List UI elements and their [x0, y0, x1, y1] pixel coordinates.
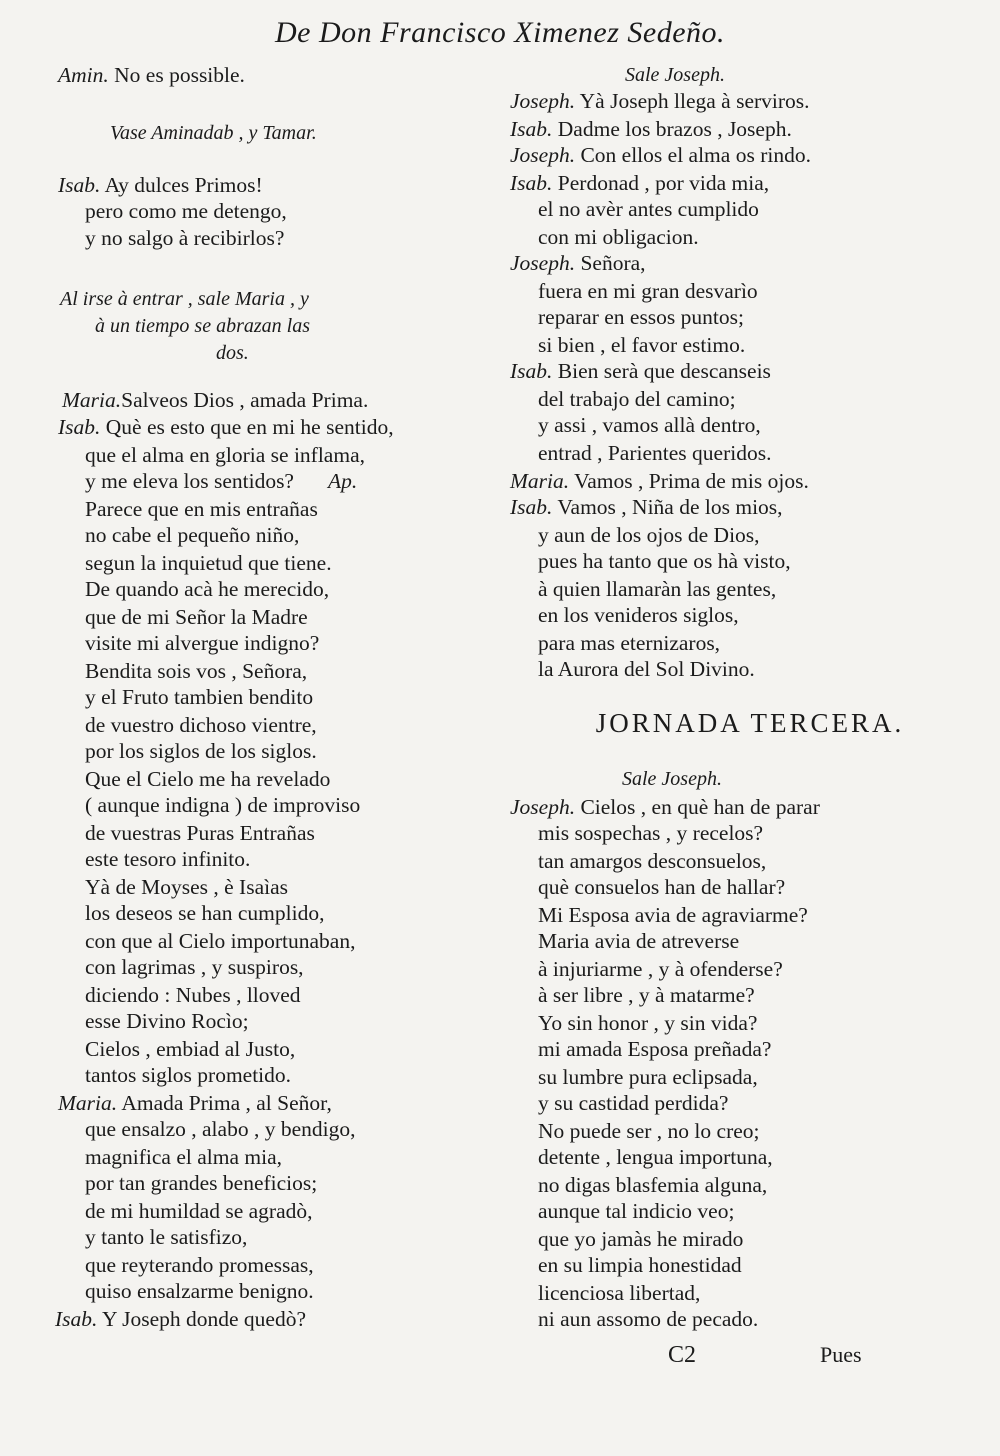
speaker-name: Maria. [510, 469, 570, 493]
verse-line [538, 1252, 742, 1278]
verse-text: magnifica el alma mia, [85, 1145, 282, 1169]
verse-text: por tan grandes beneficios; [85, 1171, 318, 1195]
verse-line [538, 412, 761, 438]
verse-text: No puede ser , no lo creo; [538, 1119, 760, 1143]
verse-line [538, 1118, 760, 1144]
verse-text: Bendita sois vos , Señora, [85, 659, 308, 683]
verse-line [538, 1036, 771, 1062]
verse-text: esse Divino Rocìo; [85, 1009, 249, 1033]
verse-line [510, 494, 783, 520]
verse-text: con mi obligacion. [538, 225, 699, 249]
verse-text: Yà Joseph llega à serviros. [575, 89, 810, 113]
verse-line [85, 982, 301, 1008]
verse-line [538, 1280, 700, 1306]
verse-line [538, 196, 759, 222]
verse-line [510, 116, 792, 142]
verse-line [538, 304, 744, 330]
verse-text: Vamos , Prima de mis ojos. [569, 469, 809, 493]
verse-line [85, 1252, 314, 1278]
verse-line [510, 358, 771, 384]
verse-text: Y Joseph donde quedò? [97, 1307, 306, 1331]
verse-line [538, 956, 783, 982]
verse-text: y assi , vamos allà dentro, [538, 413, 761, 437]
verse-line [85, 658, 307, 684]
speaker-name: Joseph. [510, 251, 576, 275]
verse-line [538, 1090, 728, 1116]
speaker-name: Amin. [58, 63, 109, 87]
verse-line [85, 820, 315, 846]
verse-line [85, 712, 317, 738]
verse-line [85, 766, 330, 792]
speaker-name: Joseph. [510, 89, 576, 113]
speaker-name: Isab. [55, 1307, 98, 1331]
verse-text: Yo sin honor , y sin vida? [538, 1011, 758, 1035]
verse-text: No es possible. [108, 63, 245, 87]
speaker-name: Isab. [510, 495, 553, 519]
verse-line [85, 198, 287, 224]
verse-line [510, 794, 820, 820]
verse-text: y el Fruto tambien bendito [85, 685, 314, 709]
verse-line [538, 1172, 767, 1198]
speaker-name: Maria. [58, 1091, 118, 1115]
verse-text: Perdonad , por vida mia, [552, 171, 770, 195]
verse-line [538, 386, 736, 412]
verse-text: en los venideros siglos, [538, 603, 739, 627]
verse-text: que de mi Señor la Madre [85, 605, 308, 629]
speaker-name: Isab. [510, 359, 553, 383]
verse-text: de mi humildad se agradò, [85, 1199, 313, 1223]
verse-text: pero como me detengo, [85, 199, 287, 223]
verse-text: de vuestro dichoso vientre, [85, 713, 317, 737]
stage-direction: Al irse à entrar , sale Maria , y [60, 288, 309, 310]
verse-line [85, 738, 317, 764]
verse-text: Yà de Moyses , è Isaìas [85, 875, 289, 899]
verse-text: Salveos Dios , amada Prima. [121, 388, 369, 412]
speaker-name: Maria. [62, 388, 122, 412]
verse-line [85, 604, 308, 630]
verse-text: que yo jamàs he mirado [538, 1227, 744, 1251]
verse-line [538, 332, 745, 358]
verse-line [85, 1062, 291, 1088]
verse-text: à ser libre , y à matarme? [538, 983, 755, 1007]
aside-marker: Ap. [327, 469, 358, 493]
verse-line [85, 1036, 295, 1062]
verse-text: Ay dulces Primos! [100, 173, 263, 197]
verse-text: què consuelos han de hallar? [538, 875, 786, 899]
verse-line [85, 1008, 249, 1034]
stage-direction: Vase Aminadab , y Tamar. [110, 122, 317, 144]
verse-text: Què es esto que en mi he sentido, [100, 415, 394, 439]
verse-text: fuera en mi gran desvarìo [538, 279, 758, 303]
verse-text: la Aurora del Sol Divino. [538, 657, 755, 681]
verse-text: detente , lengua importuna, [538, 1145, 773, 1169]
verse-text: Amada Prima , al Señor, [117, 1091, 332, 1115]
verse-text: De quando acà he merecido, [85, 577, 330, 601]
verse-line [510, 88, 810, 114]
verse-text: diciendo : Nubes , lloved [85, 983, 301, 1007]
verse-line [538, 1010, 757, 1036]
verse-line [85, 496, 318, 522]
verse-text: que reyterando promessas, [85, 1253, 314, 1277]
verse-line [85, 1198, 312, 1224]
verse-text: y aun de los ojos de Dios, [538, 523, 760, 547]
verse-line [538, 522, 760, 548]
verse-line [538, 848, 766, 874]
stage-direction: à un tiempo se abrazan las [95, 315, 310, 337]
verse-text: el no avèr antes cumplido [538, 197, 759, 221]
stage-direction: Sale Joseph. [625, 64, 725, 86]
verse-text: Vamos , Niña de los mios, [552, 495, 783, 519]
verse-line [85, 846, 250, 872]
verse-text: Mi Esposa avia de agraviarme? [538, 903, 808, 927]
verse-line [58, 172, 263, 198]
verse-text: Que el Cielo me ha revelado [85, 767, 331, 791]
verse-line [510, 142, 811, 168]
verse-line [85, 1170, 317, 1196]
verse-text: mi amada Esposa preñada? [538, 1037, 772, 1061]
verse-line [85, 900, 324, 926]
verse-line [85, 225, 284, 251]
verse-text: con lagrimas , y suspiros, [85, 955, 304, 979]
verse-text: para mas eternizaros, [538, 631, 721, 655]
verse-text: en su limpia honestidad [538, 1253, 742, 1277]
catchword: Pues [820, 1342, 862, 1367]
verse-text: de vuestras Puras Entrañas [85, 821, 315, 845]
verse-line [58, 62, 245, 88]
verse-line [55, 1306, 306, 1332]
verse-line [538, 548, 791, 574]
act-heading: JORNADA TERCERA. [595, 708, 905, 738]
verse-line [538, 656, 755, 682]
verse-text: Maria avia de atreverse [538, 929, 740, 953]
verse-text: à quien llamaràn las gentes, [538, 577, 777, 601]
verse-text: tantos siglos prometido. [85, 1063, 292, 1087]
verse-line [62, 387, 368, 413]
verse-line [85, 684, 313, 710]
verse-text: entrad , Parientes queridos. [538, 441, 772, 465]
verse-line [85, 468, 357, 494]
verse-text: que ensalzo , alabo , y bendigo, [85, 1117, 356, 1141]
verse-text: aunque tal indicio veo; [538, 1199, 735, 1223]
verse-text: Señora, [575, 251, 646, 275]
verse-text: ni aun assomo de pecado. [538, 1307, 759, 1331]
verse-line [85, 630, 319, 656]
verse-text: no digas blasfemia alguna, [538, 1173, 768, 1197]
signature-mark: C2 [668, 1342, 697, 1368]
verse-text: mis sospechas , y recelos? [538, 821, 764, 845]
speaker-name: Isab. [510, 117, 553, 141]
verse-line [85, 522, 299, 548]
verse-text: quiso ensalzarme benigno. [85, 1279, 314, 1303]
verse-text: licenciosa libertad, [538, 1281, 701, 1305]
verse-line [58, 1090, 332, 1116]
verse-line [85, 1224, 247, 1250]
verse-text: del trabajo del camino; [538, 387, 736, 411]
verse-text: segun la inquietud que tiene. [85, 551, 332, 575]
verse-text: por los siglos de los siglos. [85, 739, 317, 763]
verse-line [85, 928, 355, 954]
speaker-name: Isab. [58, 173, 101, 197]
verse-text: Con ellos el alma os rindo. [575, 143, 811, 167]
verse-line [538, 440, 771, 466]
verse-text: tan amargos desconsuelos, [538, 849, 767, 873]
speaker-name: Isab. [510, 171, 553, 195]
verse-line [85, 1278, 314, 1304]
verse-text: y me eleva los sentidos? [85, 469, 294, 493]
verse-line [85, 954, 304, 980]
verse-line [85, 550, 332, 576]
verse-line [538, 874, 785, 900]
verse-line [58, 414, 394, 440]
verse-line [538, 1198, 734, 1224]
verse-line [538, 630, 720, 656]
verse-line [538, 1306, 758, 1332]
verse-text: este tesoro infinito. [85, 847, 251, 871]
verse-text: Dadme los brazos , Joseph. [552, 117, 792, 141]
verse-text: si bien , el favor estimo. [538, 333, 746, 357]
verse-text: à injuriarme , y à ofenderse? [538, 957, 783, 981]
verse-line [85, 576, 329, 602]
verse-line [85, 1116, 355, 1142]
verse-text: no cabe el pequeño niño, [85, 523, 300, 547]
verse-text: Cielos , en què han de parar [575, 795, 820, 819]
verse-line [85, 874, 288, 900]
verse-line [538, 1144, 773, 1170]
speaker-name: Joseph. [510, 795, 576, 819]
verse-line [538, 1226, 743, 1252]
verse-line [538, 576, 776, 602]
verse-text: visite mi alvergue indigno? [85, 631, 320, 655]
verse-line [510, 250, 646, 276]
verse-text: reparar en essos puntos; [538, 305, 744, 329]
speaker-name: Joseph. [510, 143, 576, 167]
verse-line [538, 982, 755, 1008]
verse-text: ( aunque indigna ) de improviso [85, 793, 361, 817]
running-title: De Don Francisco Ximenez Sedeño. [274, 16, 726, 49]
verse-line [538, 224, 699, 250]
verse-text: y tanto le satisfizo, [85, 1225, 248, 1249]
verse-line [538, 1064, 758, 1090]
verse-text: su lumbre pura eclipsada, [538, 1065, 758, 1089]
verse-line [85, 792, 360, 818]
verse-text: y su castidad perdida? [538, 1091, 729, 1115]
verse-line [538, 902, 808, 928]
verse-text: los deseos se han cumplido, [85, 901, 325, 925]
verse-line [510, 468, 809, 494]
verse-text: con que al Cielo importunaban, [85, 929, 356, 953]
verse-line [85, 442, 365, 468]
verse-line [538, 278, 758, 304]
verse-text: Parece que en mis entrañas [85, 497, 318, 521]
stage-direction: dos. [216, 342, 249, 364]
verse-text: y no salgo à recibirlos? [85, 226, 285, 250]
stage-direction: Sale Joseph. [622, 768, 722, 790]
verse-line [510, 170, 769, 196]
verse-line [538, 602, 739, 628]
verse-line [85, 1144, 282, 1170]
verse-line [538, 820, 763, 846]
verse-line [538, 928, 739, 954]
speaker-name: Isab. [58, 415, 101, 439]
verse-text: Cielos , embiad al Justo, [85, 1037, 296, 1061]
verse-text: que el alma en gloria se inflama, [85, 443, 365, 467]
verse-text: pues ha tanto que os hà visto, [538, 549, 791, 573]
verse-text: Bien serà que descanseis [552, 359, 771, 383]
